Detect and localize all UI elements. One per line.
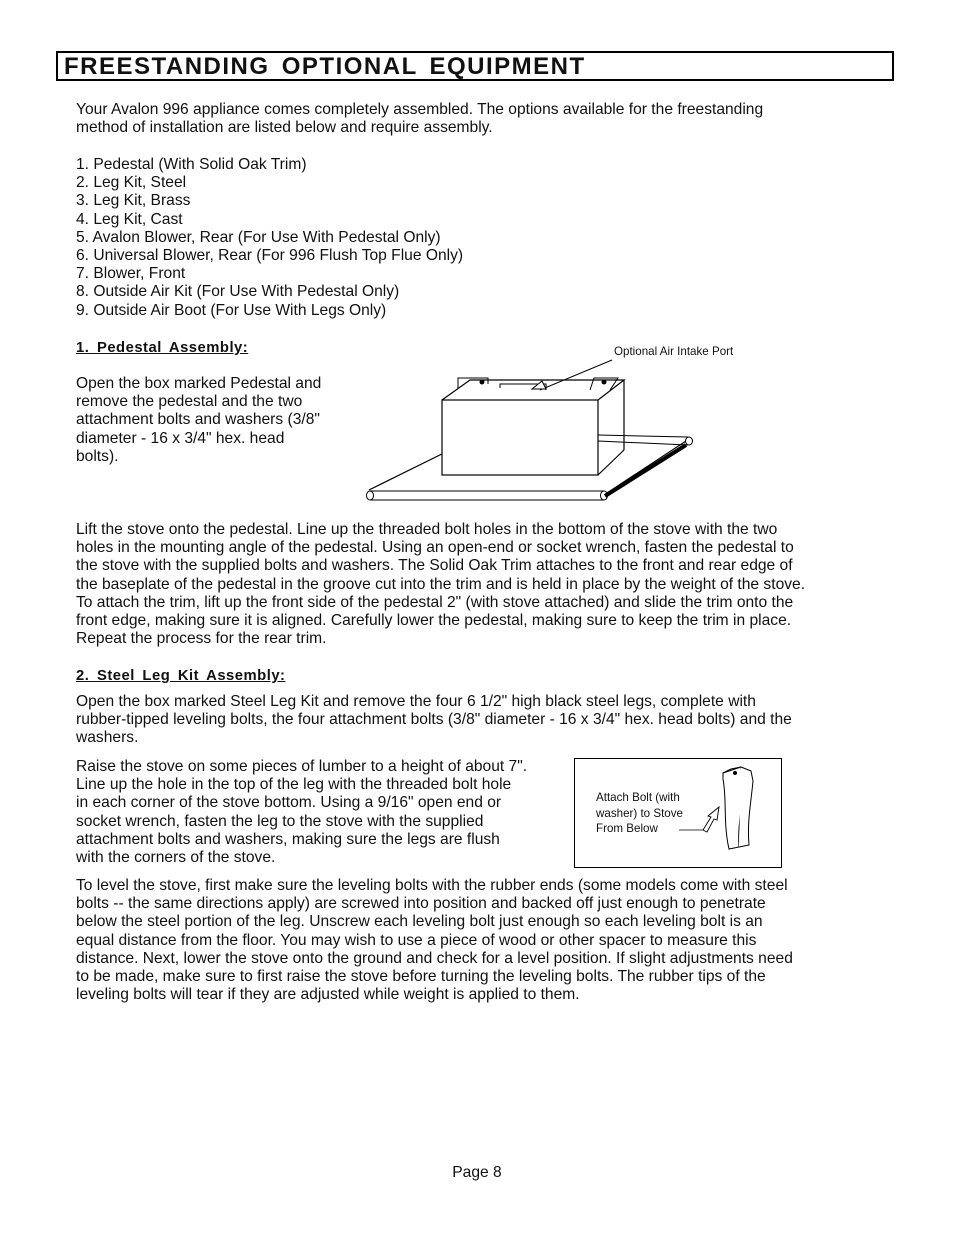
option-item: 6. Universal Blower, Rear (For 996 Flush Top Flue Only) — [76, 247, 464, 265]
attach-bolt-label-line: washer) to Stove — [596, 806, 683, 820]
attach-bolt-label-line: Attach Bolt (with — [596, 791, 680, 804]
option-item: 4. Leg Kit, Cast — [76, 210, 183, 228]
steel-leg-level-line: to be made, make sure to first raise the stove before turning the leveling bolts. The rubber tips of the — [76, 968, 766, 986]
steel-leg-heading: 2. Steel Leg Kit Assembly: — [76, 668, 286, 684]
steel-leg-level-line: distance. Next, lower the stove onto the ground and check for a level position. If slight adjustments need — [76, 949, 793, 967]
steel-leg-raise-line: attachment bolts and washers, making sure the legs are flush — [76, 830, 500, 848]
pedestal-body-line: holes in the mounting angle of the pedestal. Using an open-end or socket wrench, fasten the pedestal to — [76, 539, 794, 557]
steel-leg-raise-line: socket wrench, fasten the leg to the stove with the supplied — [76, 812, 484, 830]
pedestal-intro-line: Open the box marked Pedestal and — [76, 375, 322, 392]
air-intake-port-label: Optional Air Intake Port — [614, 345, 734, 358]
pedestal-body — [76, 521, 805, 648]
page-title: FREESTANDING OPTIONAL EQUIPMENT — [64, 53, 586, 80]
steel-leg-raise-line: in each corner of the stove bottom. Using a 9/16" open end or — [76, 794, 502, 812]
intro-line: method of installation are listed below and require assembly. — [76, 119, 493, 137]
steel-leg-level-line: equal distance from the floor. You may wish to use a piece of wood or other spacer to measure this — [76, 931, 757, 949]
pedestal-diagram — [360, 350, 760, 510]
steel-leg-intro-line: washers. — [76, 729, 139, 747]
pedestal-intro — [76, 375, 321, 466]
pedestal-body-line: To attach the trim, lift up the front side of the pedestal 2" (with stove attached) and slide the trim onto the — [76, 593, 794, 611]
intro-line: Your Avalon 996 appliance comes completely assembled. The options available for the freestanding — [76, 101, 764, 118]
steel-leg-intro-line: Open the box marked Steel Leg Kit and remove the four 6 1/2" high black steel legs, complete with — [76, 693, 756, 710]
pedestal-body-line: the baseplate of the pedestal in the groove cut into the trim and is held in place by the weight of the stove. — [76, 575, 806, 593]
pedestal-body-line: front edge, making sure it is aligned. Carefully lower the pedestal, making sure to keep the trim in place. — [76, 612, 792, 630]
steel-leg-level — [76, 877, 793, 1004]
steel-leg-level-line: below the steel portion of the leg. Unscrew each leveling bolt just enough so each leveling bolt is an — [76, 913, 763, 931]
steel-leg-raise-line: with the corners of the stove. — [76, 849, 276, 867]
attach-bolt-label-line: From Below — [596, 822, 658, 835]
steel-leg-raise — [76, 758, 527, 867]
steel-leg-intro-line: rubber-tipped leveling bolts, the four attachment bolts (3/8" diameter - 16 x 3/4" hex. head bolts) and the — [76, 711, 792, 729]
option-item: 8. Outside Air Kit (For Use With Pedestal Only) — [76, 283, 400, 301]
steel-leg-raise-line: Raise the stove on some pieces of lumber to a height of about 7". — [76, 758, 528, 775]
attach-bolt-label — [596, 790, 683, 837]
pedestal-heading: 1. Pedestal Assembly: — [76, 340, 249, 356]
pedestal-body-line: Lift the stove onto the pedestal. Line up the threaded bolt holes in the bottom of the stove with the two — [76, 521, 778, 538]
intro-paragraph — [76, 101, 763, 137]
option-item: 2. Leg Kit, Steel — [76, 174, 187, 192]
steel-leg-intro — [76, 693, 792, 748]
pedestal-intro-line: bolts). — [76, 447, 119, 465]
option-item: 7. Blower, Front — [76, 265, 186, 283]
steel-leg-raise-line: Line up the hole in the top of the leg with the threaded bolt hole — [76, 776, 512, 794]
option-item: 5. Avalon Blower, Rear (For Use With Pedestal Only) — [76, 228, 441, 246]
steel-leg-level-line: bolts -- the same directions apply) are screwed into position and backed off just enough to penetrate — [76, 895, 766, 913]
page-title-box — [56, 51, 894, 81]
steel-leg-diagram — [675, 759, 780, 867]
page-number: Page 8 — [452, 1164, 502, 1181]
option-item: 1. Pedestal (With Solid Oak Trim) — [76, 156, 307, 173]
steel-leg-level-line: leveling bolts will tear if they are adjusted while weight is applied to them. — [76, 986, 580, 1004]
option-item: 9. Outside Air Boot (For Use With Legs Only) — [76, 301, 387, 319]
steel-leg-level-line: To level the stove, first make sure the leveling bolts with the rubber ends (some models come with steel — [76, 877, 788, 894]
pedestal-intro-line: remove the pedestal and the two — [76, 393, 303, 411]
pedestal-body-line: the stove with the supplied bolts and washers. The Solid Oak Trim attaches to the front and rear edge of — [76, 557, 793, 575]
pedestal-intro-line: diameter - 16 x 3/4" hex. head — [76, 429, 285, 447]
leg-figure-box — [574, 758, 782, 868]
option-item: 3. Leg Kit, Brass — [76, 192, 191, 210]
pedestal-body-line: Repeat the process for the rear trim. — [76, 630, 327, 648]
options-list — [76, 156, 463, 320]
pedestal-intro-line: attachment bolts and washers (3/8" — [76, 411, 320, 429]
